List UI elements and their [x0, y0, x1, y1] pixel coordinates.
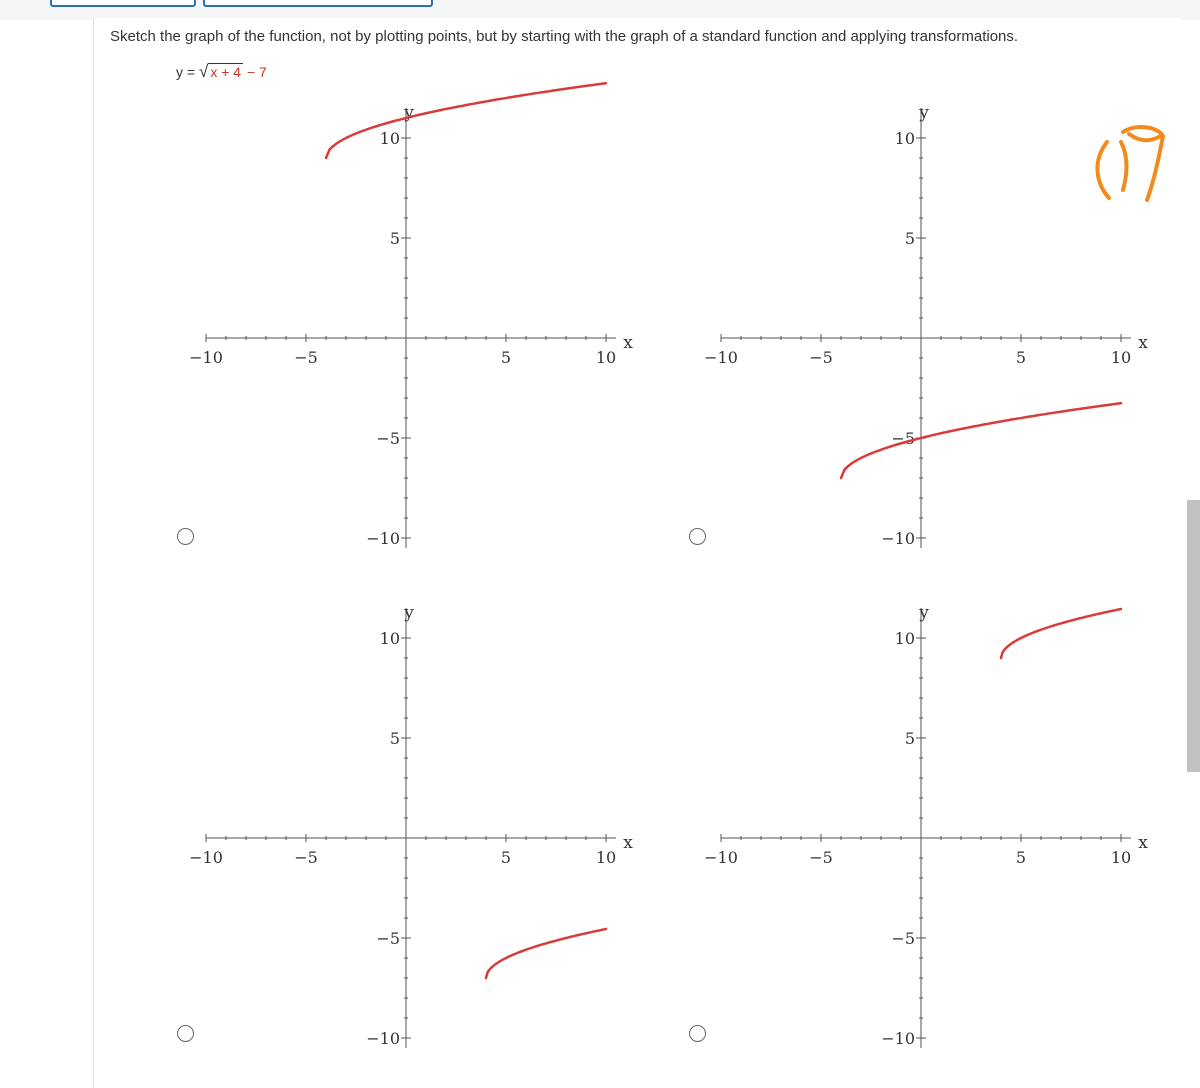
y-tick-label: −5	[376, 429, 400, 448]
x-tick-label: −10	[189, 348, 223, 367]
x-tick-label: 5	[1015, 848, 1027, 867]
y-tick-label: 10	[894, 129, 915, 148]
x-tick-label: −10	[189, 848, 223, 867]
question-text: Sketch the graph of the function, not by plotting points, but by starting with the graph of a standard function and applying transformations.	[110, 28, 1019, 45]
y-tick-label: 5	[904, 729, 915, 748]
x-tick-label: 10	[1110, 848, 1132, 867]
y-axis-label: y	[404, 603, 414, 623]
x-tick-label: 5	[500, 848, 512, 867]
y-tick-label: −10	[366, 529, 400, 548]
y-tick-label: 10	[379, 629, 400, 648]
x-tick-label: 5	[1015, 348, 1027, 367]
x-tick-label: 10	[1110, 348, 1132, 367]
y-axis-label: y	[919, 603, 929, 623]
y-tick-label: −5	[376, 929, 400, 948]
x-axis-label: x	[623, 333, 633, 353]
y-tick-label: 10	[379, 129, 400, 148]
x-tick-label: 10	[595, 348, 617, 367]
y-tick-label: −10	[366, 1029, 400, 1048]
x-tick-label: −10	[704, 348, 738, 367]
y-tick-label: 5	[389, 729, 400, 748]
equation-suffix: − 7	[243, 64, 267, 80]
y-tick-label: 10	[894, 629, 915, 648]
x-tick-label: 5	[500, 348, 512, 367]
y-tick-label: −10	[881, 1029, 915, 1048]
x-tick-label: −5	[809, 848, 833, 867]
x-axis-label: x	[623, 833, 633, 853]
y-tick-label: −5	[891, 929, 915, 948]
y-tick-label: −5	[891, 429, 915, 448]
y-tick-label: 5	[904, 229, 915, 248]
x-axis-label: x	[1138, 333, 1148, 353]
y-axis-label: y	[404, 103, 414, 123]
x-tick-label: −10	[704, 848, 738, 867]
x-tick-label: −5	[294, 848, 318, 867]
y-tick-label: 5	[389, 229, 400, 248]
equation-radicand: x + 4	[210, 64, 242, 80]
y-axis-label: y	[919, 103, 929, 123]
x-tick-label: 10	[595, 848, 617, 867]
orange-handwritten-mark-icon	[1085, 120, 1175, 210]
radical-sign: √	[198, 62, 209, 81]
scrollbar-thumb[interactable]	[1187, 500, 1200, 772]
x-tick-label: −5	[294, 348, 318, 367]
y-tick-label: −10	[881, 529, 915, 548]
function-curve	[1001, 609, 1121, 658]
x-tick-label: −5	[809, 348, 833, 367]
x-axis-label: x	[1138, 833, 1148, 853]
equation-prefix: y =	[176, 64, 199, 80]
